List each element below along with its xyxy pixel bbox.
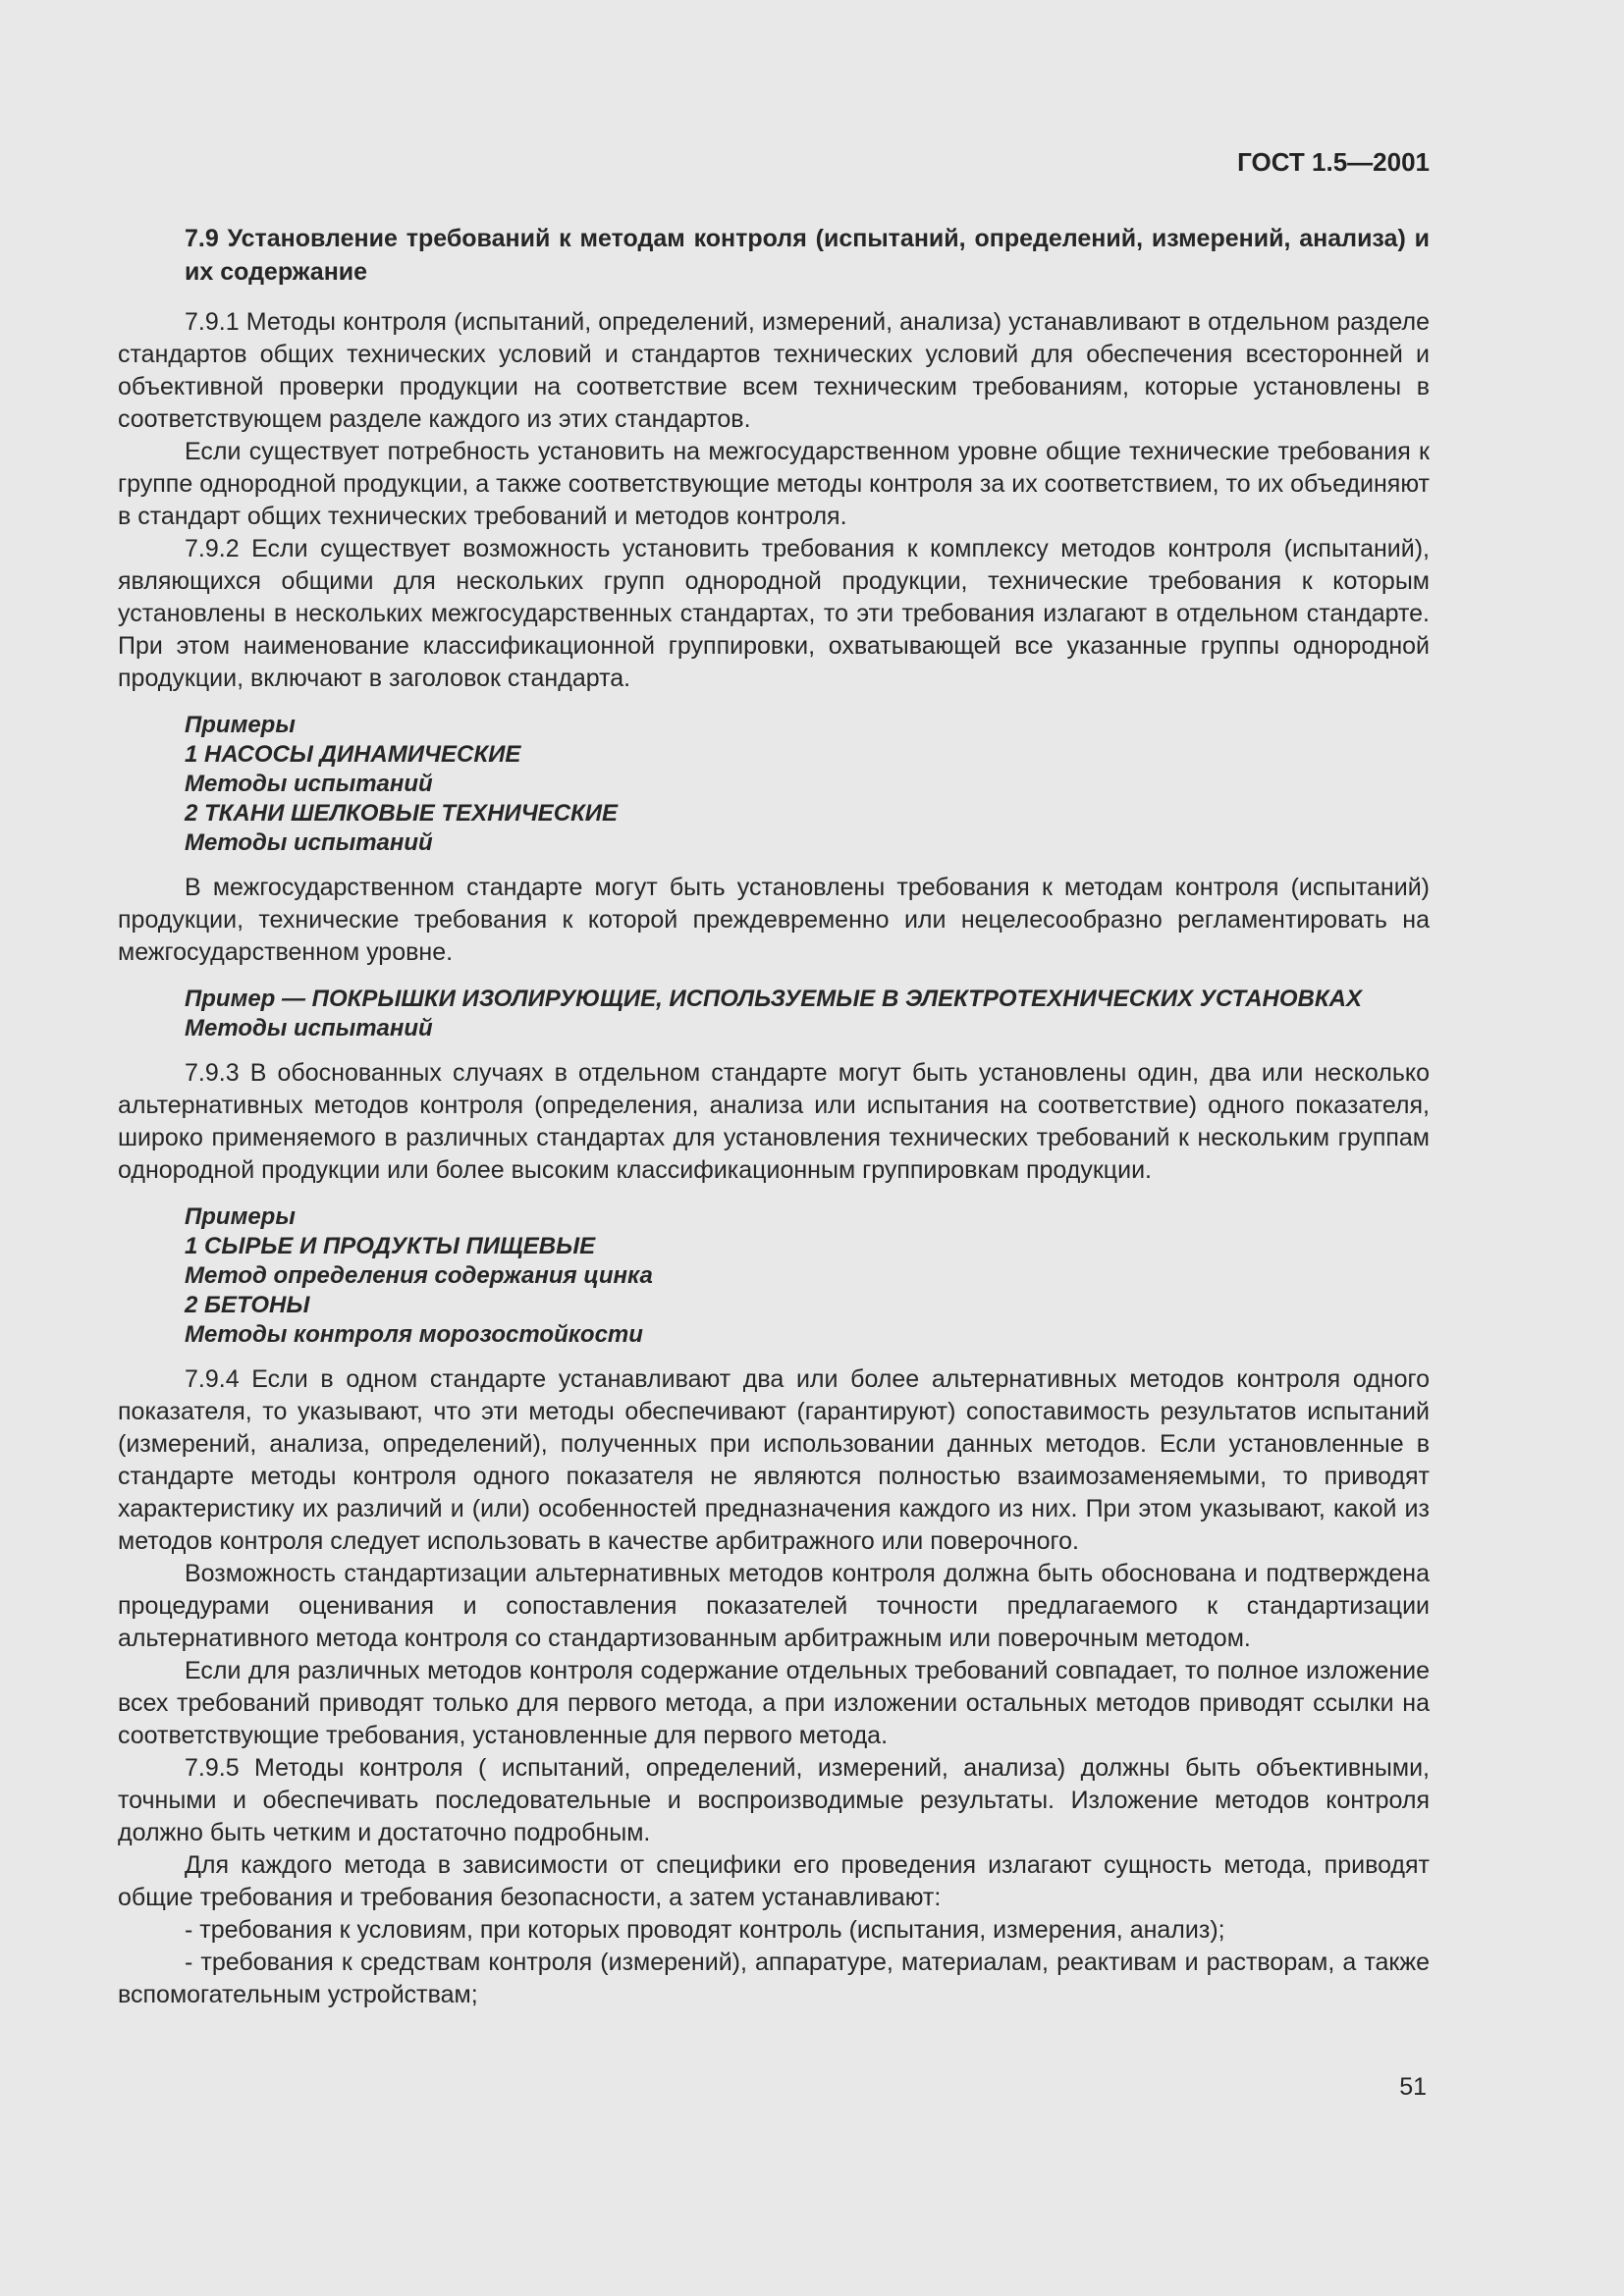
example-line: 1 СЫРЬЕ И ПРОДУКТЫ ПИЩЕВЫЕ	[185, 1233, 596, 1259]
example-line: Метод определения содержания цинка	[185, 1262, 653, 1289]
paragraph-combined-standard: Если существует потребность установить на межгосударственном уровне общие технические требования к группе однородной продукции, а также соответствующие методы контроля за их соответствием, то их объединяют в стандарт общих технических требований и методов контроля.	[118, 438, 1430, 530]
section-title: 7.9 Установление требований к методам контроля (испытаний, определений, измерений, анализа) и их содержание	[185, 225, 1430, 286]
list-item: - требования к средствам контроля (измерений), аппаратуре, материалам, реактивам и растворам, а также вспомогательным устройствам;	[118, 1949, 1430, 2008]
paragraph-7-9-1: 7.9.1 Методы контроля (испытаний, определений, измерений, анализа) устанавливают в отдельном разделе стандартов общих технических условий и стандартов технических условий для обеспечения всесторонней и объективной проверки продукции на соответствие всем техническим требованиям, которые установлены в соответствующем разделе каждого из этих стандартов.	[118, 308, 1430, 433]
paragraph-alternative-methods: Возможность стандартизации альтернативных методов контроля должна быть обоснована и подтверждена процедурами оценивания и сопоставления показателей точности предлагаемого к стандартизации альтернативного метода контроля со стандартизованным арбитражным или поверочным методом.	[118, 1560, 1430, 1652]
examples-heading: Примеры	[185, 712, 296, 738]
paragraph-method-content: Для каждого метода в зависимости от специфики его проведения излагают сущность метода, приводят общие требования и требования безопасности, а затем устанавливают:	[118, 1851, 1430, 1911]
document-code-header: ГОСТ 1.5—2001	[1237, 147, 1430, 177]
paragraph-7-9-4: 7.9.4 Если в одном стандарте устанавливают два или более альтернативных методов контроля одного показателя, то указывают, что эти методы обеспечивают (гарантируют) сопоставимость результатов испытаний (измерений, анализа, определений), полученных при использовании данных методов. Если установленные в стандарте методы контроля одного показателя не являются полностью взаимозаменяемыми, то приводят характеристику их различий и (или) особенностей предназначения каждого из них. При этом указывают, какой из методов контроля следует использовать в качестве арбитражного или поверочного.	[118, 1365, 1430, 1555]
example-line: Методы испытаний	[185, 1015, 433, 1041]
examples-heading: Примеры	[185, 1203, 296, 1230]
list-item: - требования к условиям, при которых проводят контроль (испытания, измерения, анализ);	[185, 1916, 1225, 1944]
examples-block-3	[118, 1202, 1430, 1350]
page-number: 51	[1399, 2073, 1427, 2101]
example-line: Методы испытаний	[185, 829, 433, 856]
examples-block-2	[118, 985, 1430, 1043]
example-line: Методы контроля морозостойкости	[185, 1321, 643, 1348]
example-line: Пример — ПОКРЫШКИ ИЗОЛИРУЮЩИЕ, ИСПОЛЬЗУЕМЫЕ В ЭЛЕКТРОТЕХНИЧЕСКИХ УСТАНОВКАХ	[185, 986, 1362, 1012]
example-line: Методы испытаний	[185, 771, 433, 797]
paragraph-7-9-2: 7.9.2 Если существует возможность установить требования к комплексу методов контроля (испытаний), являющихся общими для нескольких групп однородной продукции, технические требования к которым установлены в нескольких межгосударственных стандартах, то эти требования излагают в отдельном стандарте. При этом наименование классификационной группировки, охватывающей все указанные группы однородной продукции, включают в заголовок стандарта.	[118, 535, 1430, 692]
example-line: 2 БЕТОНЫ	[185, 1292, 310, 1318]
paragraph-common-requirements: Если для различных методов контроля содержание отдельных требований совпадает, то полное изложение всех требований приводят только для первого метода, а при изложении остальных методов приводят ссылки на соответствующие требования, установленные для первого метода.	[118, 1657, 1430, 1749]
paragraph-7-9-5: 7.9.5 Методы контроля ( испытаний, определений, измерений, анализа) должны быть объективными, точными и обеспечивать последовательные и воспроизводимые результаты. Изложение методов контроля должно быть четким и достаточно подробным.	[118, 1754, 1430, 1846]
example-line: 1 НАСОСЫ ДИНАМИЧЕСКИЕ	[185, 741, 521, 768]
examples-block-1	[118, 711, 1430, 858]
paragraph-7-9-3: 7.9.3 В обоснованных случаях в отдельном стандарте могут быть установлены один, два или несколько альтернативных методов контроля (определения, анализа или испытания на соответствие) одного показателя, широко применяемого в различных стандартах для установления технических требований к нескольким группам однородной продукции или более высоким классификационным группировкам продукции.	[118, 1059, 1430, 1184]
document-body	[118, 222, 1430, 2011]
paragraph-interstate-standard: В межгосударственном стандарте могут быть установлены требования к методам контроля (испытаний) продукции, технические требования к которой преждевременно или нецелесообразно регламентировать на межгосударственном уровне.	[118, 874, 1430, 966]
example-line: 2 ТКАНИ ШЕЛКОВЫЕ ТЕХНИЧЕСКИЕ	[185, 800, 619, 827]
